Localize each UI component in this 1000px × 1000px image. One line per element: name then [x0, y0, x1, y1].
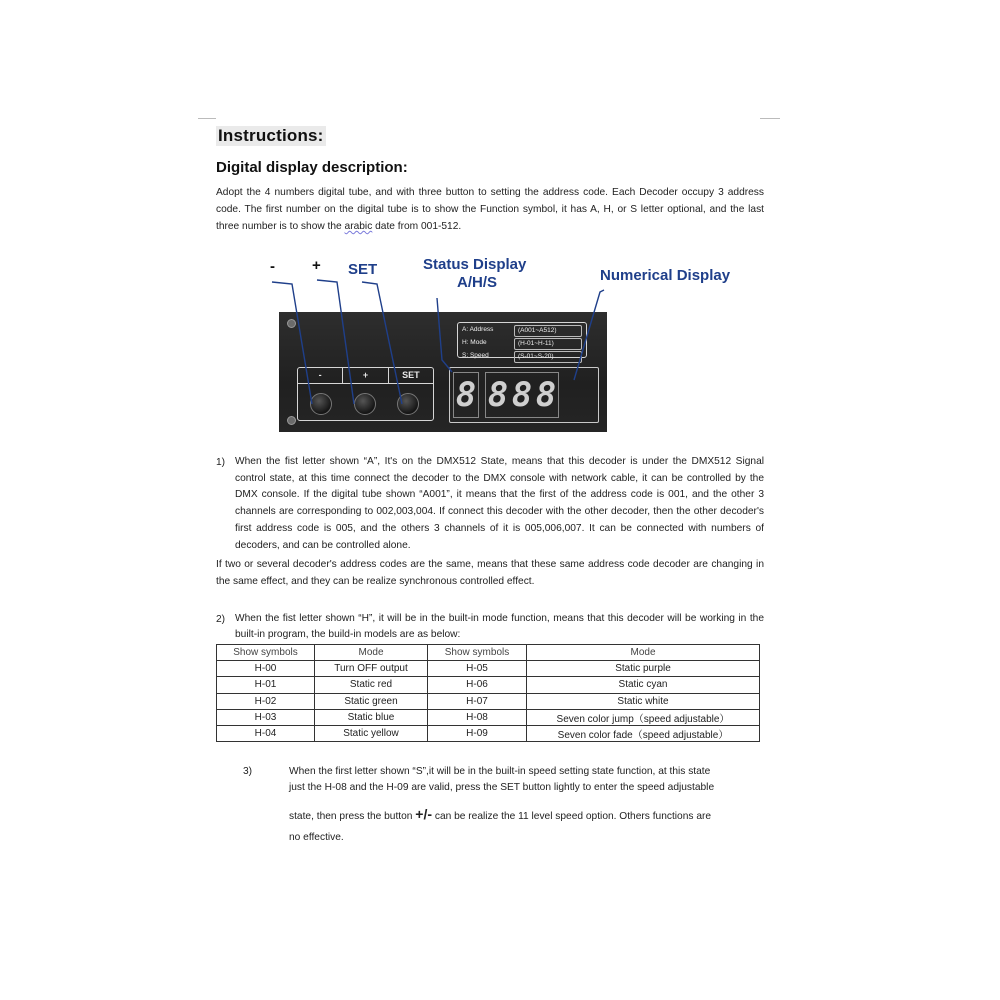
numeric-digit: 8	[535, 375, 557, 415]
legend-key: H: Mode	[462, 339, 487, 346]
set-callout: SET	[348, 261, 378, 278]
control-panel-figure	[262, 252, 762, 442]
section-2-number: 2)	[216, 614, 226, 625]
section-3-line-3	[289, 806, 711, 822]
table-cell: Static purple	[527, 661, 760, 677]
section-1-text: When the fist letter shown “A”, It's on the DMX512 State, means that this decoder is under the DMX512 Signal control state, at this time connect the decoder to the DMX console with network cable, it can be controlled by the DMX console. If the digital tube shown “A001”, it means that the first of the address code is 001, and the other 3 channels are corresponding to 002,003,004. If connect this decoder with the other decoder, then the other decoder's first address code is 005, and the others 3 channels of it is 005,006,007. It can be connected with numbers of decoders, and can be controlled alone.	[235, 456, 764, 551]
status-leader-line	[437, 298, 452, 372]
table-row	[217, 661, 760, 677]
intro-paragraph	[216, 184, 764, 235]
table-cell: Seven color jump（speed adjustable）	[527, 709, 760, 725]
page-corner-mark-left	[198, 118, 216, 119]
minus-leader-line	[272, 282, 312, 404]
status-display-callout: Status Display	[423, 256, 527, 273]
table-header: Show symbols	[217, 645, 315, 661]
table-cell: Static green	[315, 693, 428, 709]
table-cell: Static red	[315, 677, 428, 693]
numerical-leader-line	[574, 290, 604, 380]
numerical-display-callout: Numerical Display	[600, 267, 731, 284]
section-3-line-2: just the H-08 and the H-09 are valid, press the SET button lightly to enter the speed adjustable	[289, 782, 715, 793]
section-1-followup: If two or several decoder's address codes are the same, means that these same address code decoder are changing in the same effect, and they can be realize synchronous controlled effect.	[216, 559, 764, 587]
legend-key: S: Speed	[462, 352, 489, 359]
set-leader-line	[362, 282, 402, 404]
intro-text-b: date from 001-512.	[372, 221, 462, 232]
table-cell: H-09	[428, 725, 527, 741]
minus-button-label: -	[298, 368, 343, 383]
section-1-number: 1)	[216, 457, 226, 468]
table-cell: Turn OFF output	[315, 661, 428, 677]
table-header-row	[217, 645, 760, 661]
table-cell: Seven color fade（speed adjustable）	[527, 725, 760, 741]
plus-minus-symbol: +/-	[415, 806, 433, 822]
status-digit: 8	[455, 375, 477, 415]
table-cell: H-04	[217, 725, 315, 741]
mode-table	[216, 644, 760, 742]
set-button-label: SET	[402, 370, 420, 380]
plus-button-label: +	[343, 368, 388, 383]
section-3-line-3-end: can be realize the 11 level speed option. Others functions are	[432, 811, 712, 822]
section-heading: Digital display description:	[216, 159, 408, 176]
table-row	[217, 725, 760, 741]
section-3-number: 3)	[243, 766, 253, 777]
table-cell: H-06	[428, 677, 527, 693]
section-3-line-1: When the first letter shown “S”,it will be in the built-in speed setting state function, at this state	[289, 766, 711, 777]
table-row	[217, 693, 760, 709]
plus-callout: +	[312, 257, 321, 274]
legend-value: (A001~A512)	[514, 325, 582, 337]
minus-callout: -	[270, 258, 275, 275]
page-title: Instructions:	[218, 126, 324, 145]
section-2-text: When the fist letter shown “H”, it will be in the built-in mode function, means that this decoder will be working in the built-in program, the build-in models are as below:	[235, 613, 764, 640]
numeric-digit: 8	[511, 375, 533, 415]
callout-leader-lines	[262, 252, 762, 442]
table-cell: Static cyan	[527, 677, 760, 693]
table-cell: H-08	[428, 709, 527, 725]
table-row	[217, 709, 760, 725]
table-row	[217, 677, 760, 693]
section-3-line-4: no effective.	[289, 832, 344, 843]
table-cell: H-01	[217, 677, 315, 693]
table-header: Mode	[527, 645, 760, 661]
numeric-digit: 8	[487, 375, 509, 415]
table-cell: Static white	[527, 693, 760, 709]
table-cell: H-07	[428, 693, 527, 709]
table-cell: H-00	[217, 661, 315, 677]
table-cell: Static blue	[315, 709, 428, 725]
table-cell: H-03	[217, 709, 315, 725]
legend-value: (H-01~H-11)	[514, 338, 582, 350]
intro-text-a: Adopt the 4 numbers digital tube, and with three button to setting the address code. Each Decoder occupy 3 address code. The first number on the digital tube is to show the Function symbol, it has A, H, or S letter optional, and the last three number is to show the	[216, 187, 764, 232]
intro-misspelled-word: arabic	[344, 221, 373, 232]
table-cell: H-02	[217, 693, 315, 709]
legend-key: A: Address	[462, 326, 494, 333]
legend-value: (S-01~S-20)	[514, 351, 582, 363]
plus-leader-line	[317, 280, 354, 404]
table-cell: H-05	[428, 661, 527, 677]
table-header: Show symbols	[428, 645, 527, 661]
table-header: Mode	[315, 645, 428, 661]
page-corner-mark-right	[760, 118, 780, 119]
status-display-callout-letters: A/H/S	[457, 274, 498, 291]
section-3-line-3-start: state, then press the button	[289, 811, 416, 822]
table-cell: Static yellow	[315, 725, 428, 741]
